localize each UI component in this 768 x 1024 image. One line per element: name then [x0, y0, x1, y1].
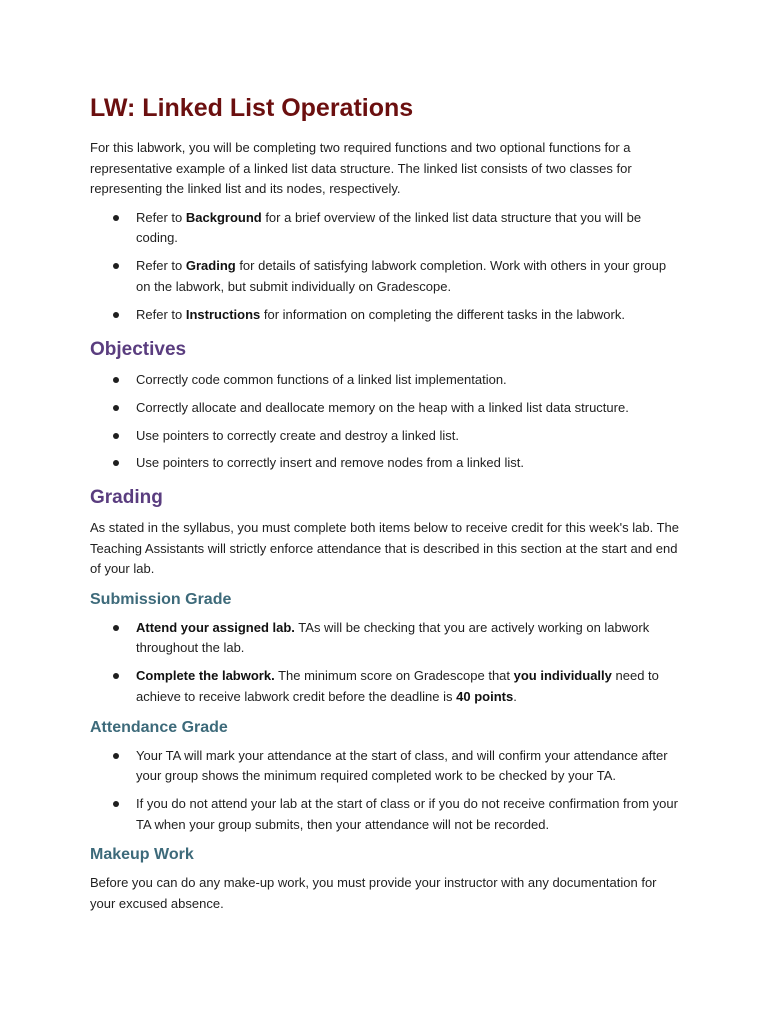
list-item: Correctly allocate and deallocate memory on the heap with a linked list data structure. [90, 398, 680, 419]
list-item: Use pointers to correctly insert and remove nodes from a linked list. [90, 453, 680, 474]
bullet-icon [113, 215, 119, 221]
list-item: Attend your assigned lab. TAs will be checking that you are actively working on labwork throughout the lab. [90, 618, 680, 659]
intro-paragraph: For this labwork, you will be completing two required functions and two optional functions for a representative example of a linked list data structure. The linked list consists of two classes for representing the linked list and its nodes, respectively. [90, 140, 632, 197]
list-item: Your TA will mark your attendance at the start of class, and will confirm your attendance after your group shows the minimum required completed work to be checked by your TA. [90, 746, 680, 787]
list-item: Use pointers to correctly create and destroy a linked list. [90, 426, 680, 447]
bullet-icon [113, 801, 119, 807]
page-title: LW: Linked List Operations [90, 94, 414, 122]
list-item: Refer to Instructions for information on completing the different tasks in the labwork. [90, 305, 680, 326]
bullet-icon [113, 625, 119, 631]
makeup-paragraph: Before you can do any make-up work, you must provide your instructor with any documentation for your excused absence. [90, 875, 657, 911]
reference-list [90, 208, 680, 326]
list-item: Complete the labwork. The minimum score on Gradescope that you individually need to achieve to receive labwork credit before the deadline is 40 points. [90, 666, 680, 707]
points-threshold: 40 points [456, 689, 514, 705]
grading-reference: Grading [185, 258, 236, 274]
list-item: Refer to Background for a brief overview of the linked list data structure that you will be coding. [90, 208, 680, 249]
list-item: Refer to Grading for details of satisfying labwork completion. Work with others in your group on the labwork, but submit individually on Gradescope. [90, 256, 680, 297]
background-reference: Background [185, 209, 262, 225]
bullet-icon [113, 263, 119, 269]
document-content [90, 92, 680, 923]
bullet-icon [113, 312, 119, 318]
instructions-reference: Instructions [185, 306, 261, 322]
objectives-list [90, 370, 680, 475]
bullet-icon [113, 405, 119, 411]
makeup-work-heading: Makeup Work [90, 846, 194, 864]
bullet-icon [113, 753, 119, 759]
submission-list [90, 618, 680, 708]
submission-grade-heading: Submission Grade [90, 590, 232, 608]
bullet-icon [113, 433, 119, 439]
bullet-icon [113, 377, 119, 383]
bullet-icon [113, 460, 119, 466]
grading-paragraph: As stated in the syllabus, you must complete both items below to receive credit for this week's lab. The Teaching Assistants will strictly enforce attendance that is described in this section at the start and end of your lab. [90, 520, 679, 577]
bullet-icon [113, 673, 119, 679]
objectives-heading: Objectives [90, 338, 187, 360]
grading-heading: Grading [90, 487, 163, 509]
attendance-grade-heading: Attendance Grade [90, 718, 228, 736]
list-item: Correctly code common functions of a linked list implementation. [90, 370, 680, 391]
list-item: If you do not attend your lab at the start of class or if you do not receive confirmation from your TA when your group submits, then your attendance will not be recorded. [90, 794, 680, 835]
attendance-list [90, 746, 680, 836]
